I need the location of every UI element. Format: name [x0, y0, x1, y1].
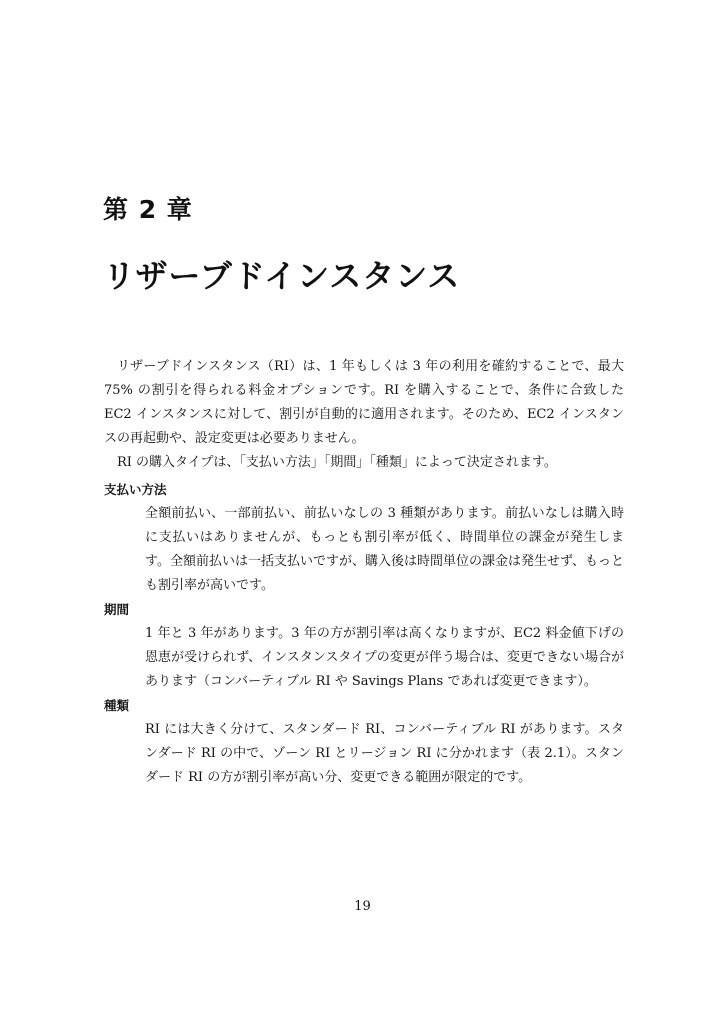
term-payment-method: 支払い方法	[104, 482, 167, 497]
description-payment-method: 全額前払い、一部前払い、前払いなしの 3 種類があります。前払いなしは購入時に支払いはありませんが、もっとも割引率が低く、時間単位の課金が発生します。全額前払いは一括支払いですが、購入後は時間単位の課金は発生せず、もっとも割引率が高いです。	[145, 506, 624, 593]
chapter-title: リザーブドインスタンス	[103, 257, 461, 295]
page-number: 19	[354, 899, 371, 914]
term-period: 期間	[104, 602, 130, 617]
purchase-type-paragraph: RI の購入タイプは、「支払い方法」「期間」「種類」によって決定されます。	[117, 455, 557, 470]
body-text	[104, 355, 624, 475]
description-period: 1 年と 3 年があります。3 年の方が割引率は高くなりますが、EC2 料金値下げの恩恵が受けられず、インスタンスタイプの変更が伴う場合は、変更できない場合があります（コンバーティブル RI や Savings Plans であれば変更できます）。	[145, 626, 624, 689]
chapter-number: 第 2 章	[103, 195, 193, 224]
definition-list	[104, 478, 624, 790]
description-type: RI には大きく分けて、スタンダード RI、コンバーティブル RI があります。スタンダード RI の中で、ゾーン RI とリージョン RI に分かれます（表 2.1）。スタンダード RI の方が割引率が高い分、変更できる範囲が限定的です。	[145, 722, 624, 785]
intro-paragraph: リザーブドインスタンス（RI）は、1 年もしくは 3 年の利用を確約することで、最大 75% の割引を得られる料金オプションです。RI を購入することで、条件に合致した EC2 インスタンスに対して、割引が自動的に適用されます。そのため、EC2 インスタンスの再起動や、設定変更は必要ありません。	[104, 359, 624, 446]
term-type: 種類	[104, 698, 130, 713]
